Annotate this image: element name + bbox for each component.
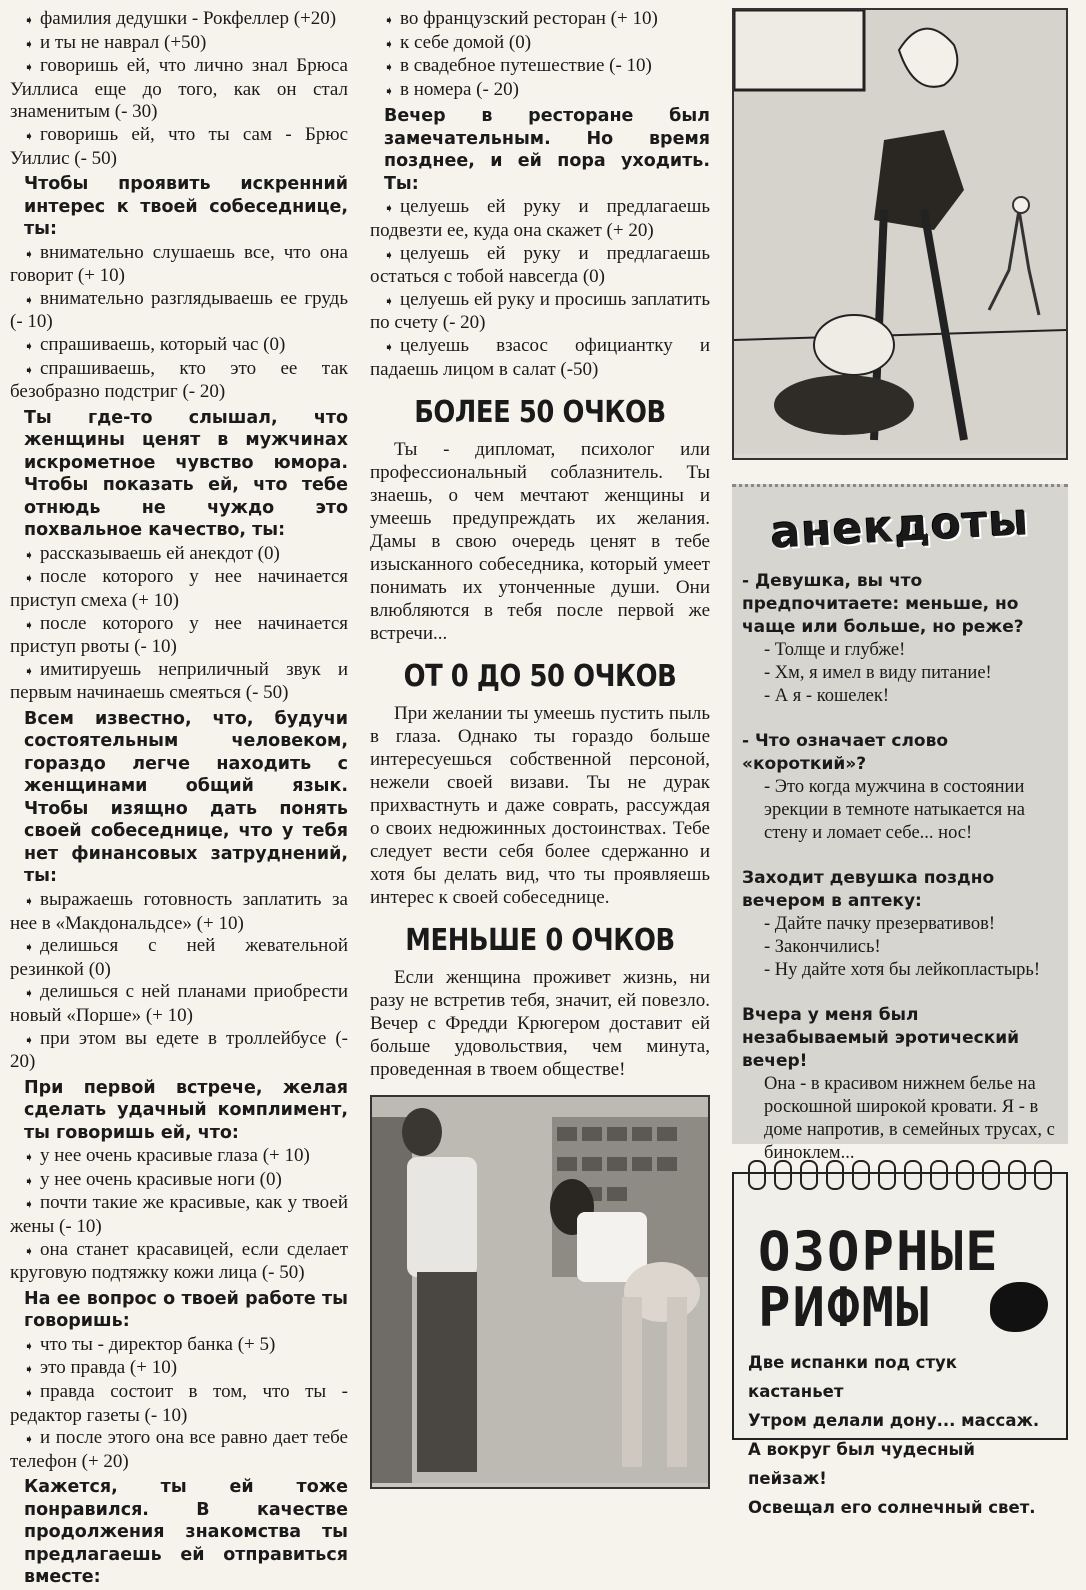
arrow-bullet-icon: ➧ (384, 247, 395, 262)
arrow-bullet-icon: ➧ (384, 339, 395, 354)
answer-option (370, 8, 710, 32)
answer-option-text: делишься с ней жевательной резинкой (0) (10, 935, 348, 980)
answer-option (10, 8, 348, 32)
arrow-bullet-icon: ➧ (384, 293, 395, 308)
answer-option (10, 334, 348, 358)
notebook-ring-icon (930, 1160, 948, 1190)
store-photo-illustration (372, 1097, 708, 1483)
arrow-bullet-icon: ➧ (24, 362, 35, 377)
answer-option (10, 1334, 348, 1358)
answer-option (10, 358, 348, 404)
quiz-question: Чтобы проявить искренний интерес к твоей собеседнице, ты: (24, 174, 348, 240)
arrow-bullet-icon: ➧ (24, 1432, 35, 1447)
answer-option-text: к себе домой (0) (400, 31, 532, 53)
joke-line: - А я - кошелек! (764, 686, 890, 706)
answer-option-text: выражаешь готовность заплатить за нее в «Макдональдсе» (+ 10) (10, 888, 348, 934)
quiz-column-1 (10, 8, 348, 1590)
answer-option-text: у нее очень красивые ноги (0) (40, 1168, 282, 1190)
answer-option (10, 613, 348, 659)
results-section (370, 395, 710, 1081)
notebook-ring-icon (852, 1160, 870, 1190)
answer-option (10, 1357, 348, 1381)
joke-separator (742, 708, 1058, 730)
arrow-bullet-icon: ➧ (384, 36, 395, 51)
answer-option-text: после которого у нее начинается приступ рвоты (- 10) (10, 612, 348, 658)
result-heading: ОТ 0 ДО 50 ОЧКОВ (403, 659, 677, 695)
notebook-ring-icon (800, 1160, 818, 1190)
answer-option-text: спрашиваешь, который час (0) (40, 334, 286, 356)
answer-option-text: в свадебное путешествие (- 10) (400, 55, 652, 77)
arrow-bullet-icon: ➧ (24, 1173, 35, 1188)
store-photo (370, 1095, 710, 1489)
answer-option-text: почти такие же красивые, как у твоей жены (- 10) (10, 1192, 348, 1237)
result-text: При желании ты умеешь пустить пыль в глаза. Однако ты гораздо больше интересуешься собственной персоной, нежели своей визави. Ты не дурак прихвастнуть и даже соврать, рассуждая о своих недюжинных достоинствах. Тебе следует вести себя более сдержанно и хотя бы делать вид, что ты проявляешь интерес к своей собеседнице. (370, 703, 710, 909)
restaurant-question: Вечер в ресторане был замечательным. Но время позднее, и ей пора уходить. Ты: (384, 106, 710, 194)
answer-option-text: рассказываешь ей анекдот (0) (40, 542, 280, 564)
side-column (732, 8, 1068, 1517)
answer-option-text: говоришь ей, что ты сам - Брюс Уиллис (- 50) (10, 123, 348, 169)
arrow-bullet-icon: ➧ (24, 617, 35, 632)
answer-option (10, 124, 348, 170)
answer-option-text: в номера (- 20) (400, 78, 519, 100)
notebook-ring-icon (774, 1160, 792, 1190)
answer-option (370, 55, 710, 79)
answer-option (10, 889, 348, 935)
result-text: Если женщина проживет жизнь, ни разу не встретив тебя, значит, ей повезло. Вечер с Фредди Крюгером доставит ей больше удовольствия, чем минута, проведенная в твоем обществе! (370, 967, 710, 1081)
answer-option (10, 659, 348, 705)
answer-option-text: целуешь ей руку и предлагаешь остаться с тобой навсегда (0) (370, 242, 710, 288)
answer-option (370, 79, 710, 103)
answer-option (10, 55, 348, 124)
rhymes-title-line-1: ОЗОРНЫЕ (758, 1220, 1000, 1283)
arrow-bullet-icon: ➧ (24, 1385, 35, 1400)
quiz-question: Ты где-то слышал, что женщины ценят в мужчинах искрометное чувство юмора. Чтобы показать ей, что тебе отнюдь не чуждо это похвальное качество, ты: (24, 407, 348, 541)
arrow-bullet-icon: ➧ (384, 83, 395, 98)
arrow-bullet-icon: ➧ (24, 986, 35, 1001)
arrow-bullet-icon: ➧ (24, 128, 35, 143)
arrow-bullet-icon: ➧ (24, 292, 35, 307)
trip-options (370, 8, 710, 102)
quiz-question: На ее вопрос о твоей работе ты говоришь: (24, 1288, 348, 1332)
arrow-bullet-icon: ➧ (24, 1197, 35, 1212)
joke-setup: Вчера у меня был незабываемый эротический вечер! (742, 1005, 1020, 1071)
joke-setup: - Девушка, вы что предпочитаете: меньше, но чаще или больше, но реже? (742, 571, 1024, 637)
answer-option (10, 1192, 348, 1238)
answer-option-text: после которого у нее начинается приступ смеха (+ 10) (10, 566, 348, 611)
joke-line: - Это когда мужчина в состоянии эрекции в темноте натыкается на стену и ломает себе... нос! (764, 777, 1025, 843)
notebook-ring-icon (878, 1160, 896, 1190)
notebook-ring-icon (956, 1160, 974, 1190)
answer-option (10, 1145, 348, 1169)
joke-line: - Ну дайте хотя бы лейкопластырь! (764, 960, 1041, 980)
answer-option-text: и после этого она все равно дает тебе телефон (+ 20) (10, 1427, 348, 1472)
answer-option (370, 289, 710, 335)
cartoon-illustration (732, 8, 1068, 460)
answer-option (370, 196, 710, 242)
arrow-bullet-icon: ➧ (24, 663, 35, 678)
joke-line: - Дайте пачку презервативов! (764, 914, 996, 934)
answer-option (10, 935, 348, 981)
answer-option (10, 1427, 348, 1473)
joke-setup: - Что означает слово «короткий»? (742, 731, 949, 774)
answer-option (10, 32, 348, 56)
answer-option-text: что ты - директор банка (+ 5) (40, 1333, 276, 1355)
arrow-bullet-icon: ➧ (24, 1338, 35, 1353)
arrow-bullet-icon: ➧ (24, 1032, 35, 1047)
answer-option-text: это правда (+ 10) (40, 1357, 178, 1379)
arrow-bullet-icon: ➧ (24, 940, 35, 955)
rhymes-title-line-2: РИФМЫ (758, 1276, 931, 1339)
notebook-ring-icon (748, 1160, 766, 1190)
rhyme-line: Утром делали дону... массаж. (748, 1411, 1040, 1430)
cartoon-drawing (734, 10, 1066, 454)
restaurant-options (370, 196, 710, 381)
answer-option (10, 981, 348, 1027)
notebook-ring-icon (904, 1160, 922, 1190)
answer-option-text: внимательно слушаешь все, что она говорит (+ 10) (10, 241, 348, 287)
arrow-bullet-icon: ➧ (24, 1362, 35, 1377)
answer-option (370, 335, 710, 381)
answer-option-text: при этом вы едете в троллейбусе (- 20) (10, 1027, 348, 1073)
answer-option (10, 288, 348, 334)
joke-separator (742, 845, 1058, 867)
jokes-box (732, 484, 1068, 1163)
answer-option (370, 32, 710, 56)
answer-option-text: фамилия дедушки - Рокфеллер (+20) (40, 8, 337, 29)
rhymes-box (732, 1172, 1068, 1517)
arrow-bullet-icon: ➧ (24, 547, 35, 562)
notebook-ring-icon (1034, 1160, 1052, 1190)
result-heading: БОЛЕЕ 50 ОЧКОВ (414, 395, 666, 431)
rhymes-poem (748, 1348, 1056, 1522)
answer-option (10, 543, 348, 567)
answer-option (10, 1169, 348, 1193)
quiz-question: При первой встрече, желая сделать удачный комплимент, ты говоришь ей, что: (24, 1077, 348, 1143)
answer-option (10, 1028, 348, 1074)
answer-option-text: во французский ресторан (+ 10) (400, 8, 658, 29)
joke-line: Она - в красивом нижнем белье на роскошной широкой кровати. Я - в доме напротив, в семейных трусах, с биноклем... (764, 1074, 1055, 1163)
jokes-title: анекдоты (769, 494, 1031, 559)
answer-option (10, 1381, 348, 1427)
joke-line: - Закончились! (764, 937, 881, 957)
answer-option-text: целуешь ей руку и просишь заплатить по счету (- 20) (370, 288, 710, 334)
answer-option-text: внимательно разглядываешь ее грудь (- 10) (10, 287, 348, 333)
arrow-bullet-icon: ➧ (24, 893, 35, 908)
answer-option-text: правда состоит в том, что ты - редактор газеты (- 10) (10, 1380, 348, 1426)
quiz-question: Кажется, ты ей тоже понравился. В качестве продолжения знакомства ты предлагаешь ей отправиться вместе: (24, 1477, 348, 1588)
answer-option-text: и ты не наврал (+50) (40, 31, 207, 53)
jokes-list (742, 570, 1058, 1165)
answer-option-text: у нее очень красивые глаза (+ 10) (40, 1145, 310, 1167)
answer-option-text: говоришь ей, что лично знал Брюса Уиллиса еще до того, как он стал знаменитым (- 30) (10, 55, 348, 123)
answer-option-text: спрашиваешь, кто это ее так безобразно подстриг (- 20) (10, 357, 348, 403)
answer-option (10, 1239, 348, 1285)
rhyme-line: Освещал его солнечный свет. (748, 1498, 1036, 1517)
result-text: Ты - дипломат, психолог или профессиональный соблазнитель. Ты знаешь, о чем мечтают женщины и умеешь предупреждать их желания. Дамы в свою очередь ценят в тебе изысканного собеседника, который умеет понимать их утонченные души. Они влюбляются в тебя после первой же встречи... (370, 439, 710, 645)
joke-setup: Заходит девушка поздно вечером в аптеку: (742, 868, 995, 911)
arrow-bullet-icon: ➧ (384, 13, 395, 27)
answer-option-text: целуешь ей руку и предлагаешь подвезти ее, куда она скажет (+ 20) (370, 196, 710, 241)
joke-line: - Толще и глубже! (764, 640, 906, 660)
answer-option-text: целуешь взасос официантку и падаешь лицом в салат (-50) (370, 334, 710, 380)
joke-separator (742, 982, 1058, 1004)
answer-option-text: она станет красавицей, если сделает круговую подтяжку кожи лица (- 50) (10, 1238, 348, 1284)
arrow-bullet-icon: ➧ (24, 571, 35, 586)
notebook-ring-icon (1008, 1160, 1026, 1190)
answer-option (370, 243, 710, 289)
quiz-column-2 (370, 8, 710, 1489)
notebook-ring-icon (982, 1160, 1000, 1190)
answer-option (10, 566, 348, 612)
notebook-ring-icon (826, 1160, 844, 1190)
arrow-bullet-icon: ➧ (24, 1150, 35, 1165)
arrow-bullet-icon: ➧ (24, 246, 35, 261)
arrow-bullet-icon: ➧ (384, 60, 395, 75)
arrow-bullet-icon: ➧ (24, 13, 35, 27)
joke-line: - Хм, я имел в виду питание! (764, 663, 992, 683)
arrow-bullet-icon: ➧ (24, 1243, 35, 1258)
arrow-bullet-icon: ➧ (384, 201, 395, 216)
arrow-bullet-icon: ➧ (24, 60, 35, 75)
answer-option-text: имитируешь неприличный звук и первым начинаешь смеяться (- 50) (10, 658, 348, 704)
answer-option-text: делишься с ней планами приобрести новый «Порше» (+ 10) (10, 981, 348, 1026)
result-heading: МЕНЬШЕ 0 ОЧКОВ (405, 923, 675, 959)
quiz-question: Всем известно, что, будучи состоятельным человеком, гораздо легче находить с женщинами общий язык. Чтобы изящно дать понять своей собеседнице, что у тебя нет финансовых затруднений, ты: (24, 708, 348, 887)
arrow-bullet-icon: ➧ (24, 36, 35, 51)
answer-option (10, 242, 348, 288)
rhyme-line: Две испанки под стук кастаньет (748, 1353, 957, 1401)
rhyme-line: А вокруг был чудесный пейзаж! (748, 1440, 975, 1488)
arrow-bullet-icon: ➧ (24, 339, 35, 354)
